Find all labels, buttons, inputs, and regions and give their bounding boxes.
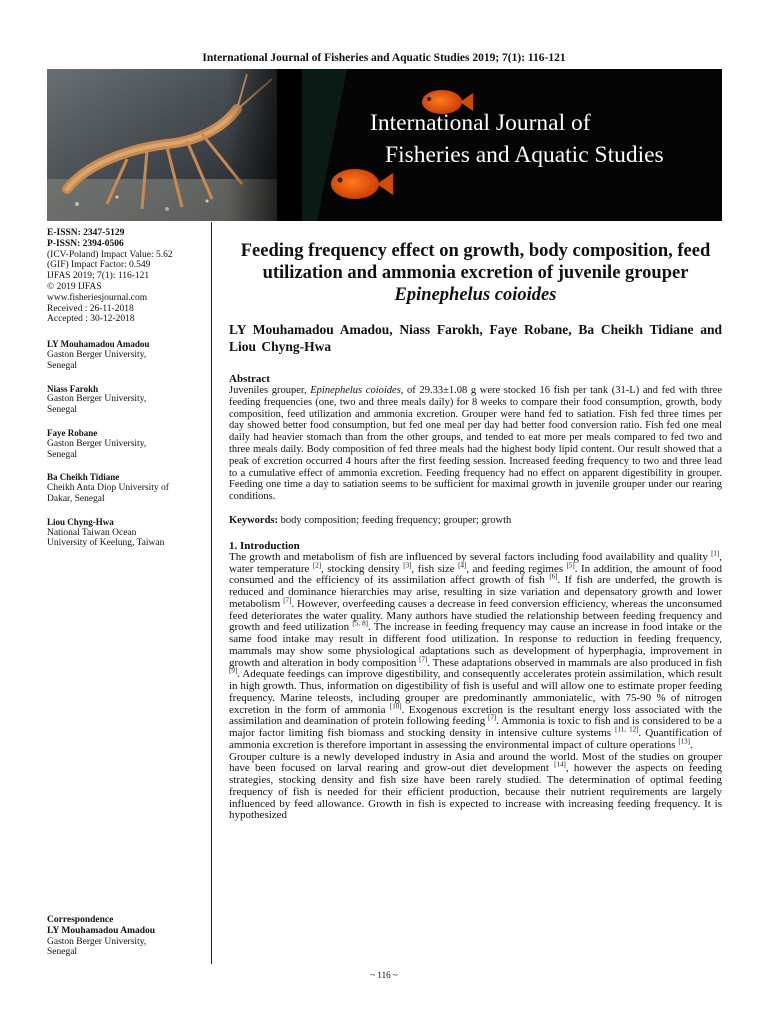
abstract-text-part: Juveniles grouper, <box>229 385 311 396</box>
sidebar-author-affiliation: Senegal <box>47 360 78 371</box>
article-main <box>229 226 722 822</box>
sidebar-author-name: LY Mouhamadou Amadou <box>47 339 150 350</box>
paragraph-text: , and feeding regimes <box>466 562 567 575</box>
citation-ref[interactable]: [3] <box>403 561 412 570</box>
citation-ref[interactable]: [14] <box>554 760 566 769</box>
citation-ref[interactable]: [6] <box>549 572 558 581</box>
paragraph-text: . In addition, the amount of food consumed and the efficiency of its assimilation affect growth of fish <box>229 562 722 587</box>
running-header: International Journal of Fisheries and Aquatic Studies 2019; 7(1): 116-121 <box>202 52 566 64</box>
intro-paragraph <box>229 752 722 823</box>
column-divider <box>211 222 212 964</box>
sidebar-author <box>47 517 207 549</box>
sidebar-author-name: Ba Cheikh Tidiane <box>47 472 120 483</box>
journal-metadata <box>47 228 207 325</box>
banner-title-line1: International Journal of <box>370 110 591 136</box>
keywords-list: body composition; feeding frequency; grouper; growth <box>278 514 512 526</box>
sidebar-author-name: Faye Robane <box>47 427 98 438</box>
paragraph-text: , water temperature <box>229 550 722 575</box>
abstract-heading: Abstract <box>229 373 270 385</box>
citation-ref[interactable]: [10] <box>389 702 402 711</box>
citation: IJFAS 2019; 7(1): 116-121 <box>47 271 150 282</box>
keywords-label: Keywords: <box>229 514 278 526</box>
paragraph-text: . The increase in feeding frequency may cause an increase in food intake or the same food intake may result in different food utilization. In response to reduction in feeding frequency, mammals may show some physiological adaptations such as development of hyperphagia, improvement in growth and alteration in body composition <box>229 621 723 669</box>
citation-ref[interactable]: [5] <box>566 561 575 570</box>
sidebar-author-affiliation: National Taiwan Ocean <box>47 527 137 538</box>
citation-ref[interactable]: [11, 12] <box>615 725 639 734</box>
abstract-species: Epinephelus coioides <box>310 385 401 396</box>
paragraph-text: . Exogenous excretion is the resultant energy loss associated with the assimilation and deamination of protein following feeding <box>229 703 722 728</box>
paragraph-text: . If fish are underfed, the growth is reduced and dominance hierarchies may arise, resulting in size variation and depensatory growth and lower metabolism <box>229 574 722 610</box>
page-number: ~ 116 ~ <box>370 970 398 980</box>
correspondence-affiliation: Senegal <box>47 947 78 958</box>
article-title-species: Epinephelus coioides <box>394 285 557 305</box>
correspondence-label: Correspondence <box>47 915 114 925</box>
paragraph-text: . Adequate feedings can improve digestibility, and consequently accelerates protein assimilation, which result in high growth. Thus, information on digestibility of fish is useful and will allow one to estimate proper feeding frequency. Marine teleosts, including grouper are predominantly ammoniatelic, with 75-90 % of nitrogen excretion in the form of ammonia <box>229 668 722 716</box>
sidebar-author-affiliation: Gaston Berger University, <box>47 394 147 405</box>
journal-banner <box>47 69 722 221</box>
sidebar-author-affiliation: Senegal <box>47 449 78 460</box>
banner-title-line2: Fisheries and Aquatic Studies <box>385 142 664 168</box>
correspondence-affiliation: Gaston Berger University, <box>47 936 147 947</box>
sidebar-author-name: Liou Chyng-Hwa <box>47 516 114 527</box>
paragraph-text: . Ammonia is toxic to fish and is considered to be a major factor limiting fish biomass and stocking density in intensive culture systems <box>229 715 722 740</box>
citation-ref[interactable]: [7] <box>487 713 497 722</box>
paragraph-text: , stocking density <box>321 562 404 575</box>
sidebar-author <box>47 428 207 460</box>
website-link[interactable]: www.fisheriesjournal.com <box>47 292 148 303</box>
received-date: Received : 26-11-2018 <box>47 303 134 314</box>
correspondence-name: LY Mouhamadou Amadou <box>47 925 156 936</box>
paragraph-text: Grouper culture is a newly developed industry in Asia and around the world. Most of the studies on grouper have been focused on larval rearing and grow-out diet development <box>229 750 722 775</box>
sidebar-author-affiliation: Senegal <box>47 405 78 416</box>
paragraph-text: . Quantification of ammonia excretion is therefore important in assessing the environmental impact of culture operations <box>229 727 723 751</box>
section-heading-introduction: 1. Introduction <box>229 539 300 552</box>
article-title-text: Feeding frequency effect on growth, body composition, feed utilization and ammonia excretion of juvenile grouper <box>240 241 711 283</box>
sidebar-author-affiliation: Cheikh Anta Diop University of <box>47 483 169 494</box>
impact-factor: (GIF) Impact Factor: 0.549 <box>47 260 151 271</box>
paragraph-text: , fish size <box>411 562 459 575</box>
impact-value: (ICV-Poland) Impact Value: 5.62 <box>47 249 173 260</box>
sidebar-author <box>47 384 207 416</box>
citation-ref[interactable]: [5, 8] <box>352 619 369 628</box>
banner-title <box>370 107 720 171</box>
paragraph-text: . <box>690 738 693 751</box>
sidebar-author-affiliation: University of Keelung, Taiwan <box>47 538 165 549</box>
citation-ref[interactable]: [2] <box>312 561 322 570</box>
abstract-text <box>229 385 722 503</box>
intro-paragraph <box>229 549 723 752</box>
paragraph-text: , however the aspects on feeding strategies, stocking density and fish size have been rarely studied. The determination of optimal feeding frequency of fish is needed for their efficient production, because their nutrient requirements are largely influenced by feed allowance. Growth in fish is expected to increase with increasing feeding frequency. It is hypothesized <box>229 762 722 822</box>
sidebar-author <box>47 472 207 504</box>
citation-ref[interactable]: [4] <box>458 561 467 570</box>
abstract-text-part: , of 29.33±1.08 g were stocked 16 fish per tank (31-L) and fed with three feeding frequencies (one, two and three meals daily) for 8 weeks to compare their food consumption, growth, body composition, feed utilization and ammonia excretion. Grouper were hand fed to satiation. Fish fed three times per day showed better food consumption, but fed one meal per day had better food conversion ratio. Fish fed one meal daily had heavier stomach than from the other groups, and tended to eat more per meals compared to fed two and three meals daily. Body composition of fed three meals had the highest body lipid content. Our result showed that a peak of excretion occurred 4 hours after the first feeding session. Increased feeding frequency to two and three lead to a cumulative effect of ammonia excretion. Feeding frequency had no effect on apparent digestibility in grouper. Feeding one time a day to satiation seems to be sufficient for maximal growth in juvenile grouper under our rearing conditions. <box>229 385 723 503</box>
p-issn: P-ISSN: 2394-0506 <box>47 238 124 249</box>
correspondence-block <box>47 915 207 958</box>
paragraph-text: . These adaptations observed in mammals are also produced in fish <box>427 656 722 669</box>
citation-ref[interactable]: [1] <box>711 549 720 558</box>
article-title <box>229 240 722 306</box>
accepted-date: Accepted : 30-12-2018 <box>47 314 135 325</box>
citation-ref[interactable]: [9] <box>229 666 238 675</box>
article-authors: LY Mouhamadou Amadou, Niass Farokh, Faye Robane, Ba Cheikh Tidiane and Liou Chyng-Hwa <box>229 322 722 354</box>
paragraph-text: The growth and metabolism of fish are influenced by several factors including food availability and quality <box>229 550 712 563</box>
sidebar-author-affiliation: Gaston Berger University, <box>47 349 147 360</box>
sidebar <box>47 228 207 549</box>
sidebar-author-affiliation: Dakar, Senegal <box>47 493 105 504</box>
copyright: © 2019 IJFAS <box>47 281 102 292</box>
citation-ref[interactable]: [7] <box>419 655 428 664</box>
sidebar-author-name: Niass Farokh <box>47 383 99 394</box>
keywords <box>229 515 722 526</box>
citation-ref[interactable]: [13] <box>678 737 691 746</box>
sidebar-author-affiliation: Gaston Berger University, <box>47 438 147 449</box>
paragraph-text: . However, overfeeding causes a decrease in feed conversion efficiency, whereas the unconsumed feed deteriorates the water quality. Many authors have studied the relationship between feeding frequency and growth and feed utilization <box>229 597 722 634</box>
sidebar-author <box>47 339 207 371</box>
citation-ref[interactable]: [7] <box>283 596 292 605</box>
e-issn: E-ISSN: 2347-5129 <box>47 228 125 238</box>
